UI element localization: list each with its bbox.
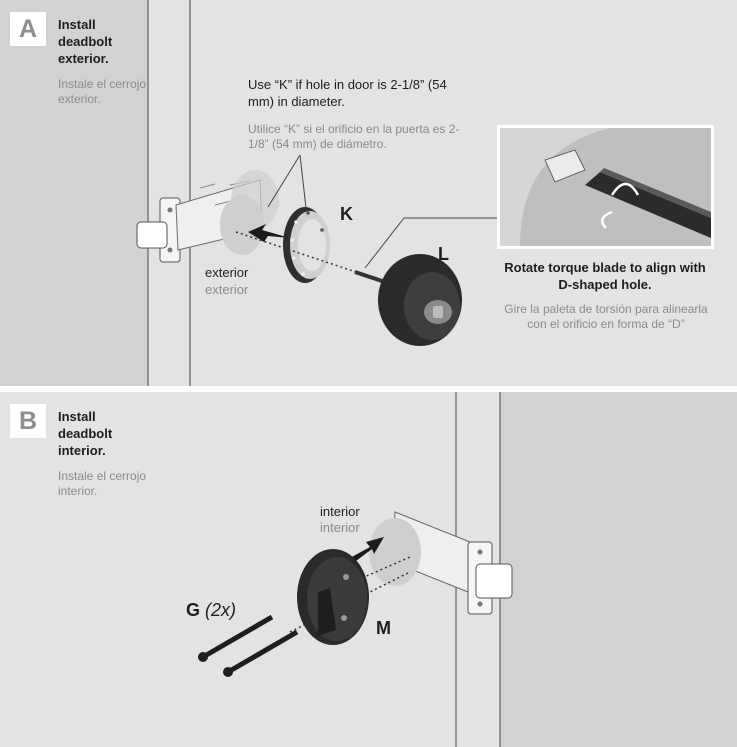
direction-label: exterior [205, 265, 249, 280]
torque-blade-inset [498, 126, 713, 248]
step-title: Install deadbolt exterior. [58, 17, 113, 66]
direction-label: interior [320, 504, 360, 519]
part-label-g: G (2x) [186, 600, 237, 620]
inset-caption: Rotate torque blade to align with D-shaped hole. [504, 260, 706, 292]
adapter-ring-k [283, 207, 330, 283]
adapter-note: Use “K” if hole in door is 2-1/8” (54 mm) in diameter. [248, 77, 447, 109]
direction-label-es: exterior [205, 282, 249, 297]
step-badge: A [10, 12, 46, 46]
step-subtitle: Instale el cerrojo exterior. [58, 77, 147, 106]
door-bore-hole [369, 518, 421, 586]
step-subtitle: Instale el cerrojo interior. [58, 469, 147, 498]
part-label-k: K [340, 204, 353, 224]
thumbturn-m [297, 549, 369, 645]
part-label-l: L [438, 244, 449, 264]
exterior-cylinder-l [355, 254, 462, 346]
step-badge: B [10, 404, 46, 438]
step-title: Install deadbolt interior. [58, 409, 113, 458]
direction-label-es: interior [320, 520, 360, 535]
step-b-panel [0, 392, 737, 747]
adapter-note-es: Utilice “K” si el orificio en la puerta es 2-1/8” (54 mm) de diámetro. [248, 122, 460, 151]
door-face [500, 392, 737, 747]
part-label-m: M [376, 618, 391, 638]
mounting-screws-g [198, 617, 297, 677]
inset-caption-es: Gire la paleta de torsión para alinearla con el orificio en forma de “D” [504, 302, 708, 331]
